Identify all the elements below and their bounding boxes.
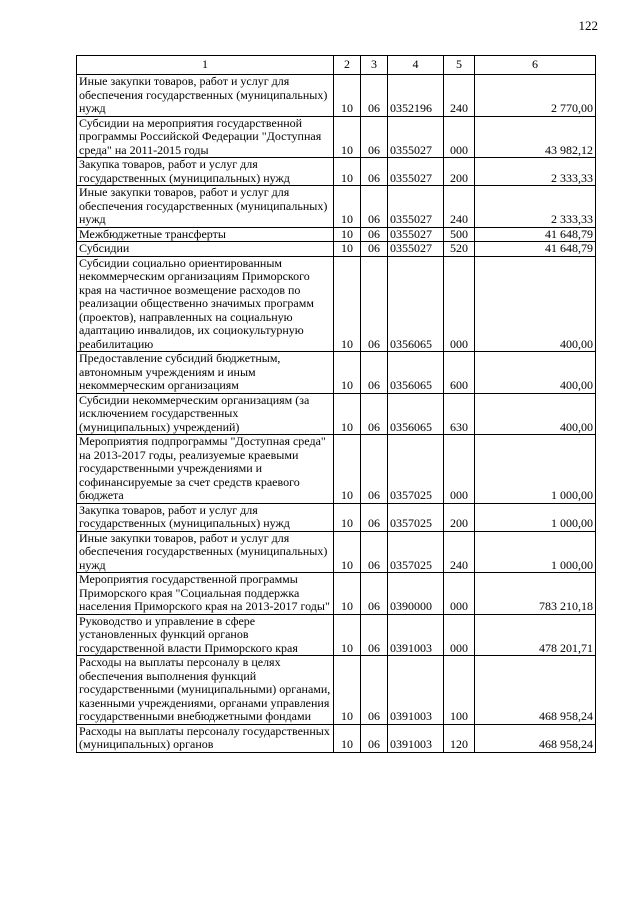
row-subsection: 06	[361, 352, 388, 394]
table-row	[77, 242, 596, 257]
row-section: 10	[334, 256, 361, 352]
table-row	[77, 186, 596, 228]
row-amount: 400,00	[475, 256, 596, 352]
row-amount: 43 982,12	[475, 116, 596, 158]
row-expense-type: 200	[444, 503, 475, 531]
row-expense-type: 000	[444, 614, 475, 656]
row-expense-type: 240	[444, 531, 475, 573]
row-section: 10	[334, 242, 361, 257]
row-amount: 41 648,79	[475, 242, 596, 257]
table-row	[77, 656, 596, 725]
table-row	[77, 614, 596, 656]
row-expense-type: 000	[444, 116, 475, 158]
table-row	[77, 158, 596, 186]
row-name: Субсидии на мероприятия государственной программы Российской Федерации "Доступная среда" на 2011-2015 годы	[77, 116, 334, 158]
row-expense-type: 520	[444, 242, 475, 257]
table-header-row	[77, 56, 596, 75]
row-amount: 1 000,00	[475, 503, 596, 531]
table-row	[77, 393, 596, 435]
table-row	[77, 503, 596, 531]
row-amount: 2 333,33	[475, 186, 596, 228]
row-expense-type: 240	[444, 186, 475, 228]
row-section: 10	[334, 531, 361, 573]
row-expense-type: 600	[444, 352, 475, 394]
row-subsection: 06	[361, 656, 388, 725]
row-section: 10	[334, 75, 361, 117]
row-expense-type: 500	[444, 227, 475, 242]
row-target-code: 0357025	[388, 503, 444, 531]
row-name: Субсидии	[77, 242, 334, 257]
row-target-code: 0352196	[388, 75, 444, 117]
table-row	[77, 435, 596, 504]
row-section: 10	[334, 503, 361, 531]
row-name: Иные закупки товаров, работ и услуг для обеспечения государственных (муниципальных) нужд	[77, 186, 334, 228]
table-row	[77, 531, 596, 573]
row-subsection: 06	[361, 158, 388, 186]
row-target-code: 0355027	[388, 158, 444, 186]
row-target-code: 0355027	[388, 186, 444, 228]
row-amount: 400,00	[475, 352, 596, 394]
table-row	[77, 256, 596, 352]
row-name: Межбюджетные трансферты	[77, 227, 334, 242]
column-header-2: 2	[334, 56, 361, 75]
row-section: 10	[334, 116, 361, 158]
row-expense-type: 630	[444, 393, 475, 435]
row-target-code: 0391003	[388, 724, 444, 752]
row-name: Расходы на выплаты персоналу государственных (муниципальных) органов	[77, 724, 334, 752]
row-amount: 2 333,33	[475, 158, 596, 186]
row-section: 10	[334, 186, 361, 228]
row-section: 10	[334, 227, 361, 242]
row-subsection: 06	[361, 724, 388, 752]
row-name: Расходы на выплаты персоналу в целях обеспечения выполнения функций государственными (муниципальными) органами, казенными учреждениями, органами управления государственными внебюджетными фондами	[77, 656, 334, 725]
column-header-6: 6	[475, 56, 596, 75]
row-name: Закупка товаров, работ и услуг для государственных (муниципальных) нужд	[77, 158, 334, 186]
row-amount: 400,00	[475, 393, 596, 435]
row-name: Руководство и управление в сфере установленных функций органов государственной власти Приморского края	[77, 614, 334, 656]
row-subsection: 06	[361, 435, 388, 504]
column-header-5: 5	[444, 56, 475, 75]
row-target-code: 0391003	[388, 614, 444, 656]
row-amount: 783 210,18	[475, 573, 596, 615]
budget-table	[76, 55, 596, 753]
row-expense-type: 200	[444, 158, 475, 186]
row-name: Мероприятия государственной программы Приморского края "Социальная поддержка населения Приморского края на 2013-2017 годы"	[77, 573, 334, 615]
row-expense-type: 240	[444, 75, 475, 117]
row-subsection: 06	[361, 614, 388, 656]
row-target-code: 0391003	[388, 656, 444, 725]
row-amount: 478 201,71	[475, 614, 596, 656]
row-subsection: 06	[361, 116, 388, 158]
row-expense-type: 120	[444, 724, 475, 752]
row-expense-type: 000	[444, 256, 475, 352]
table-row	[77, 573, 596, 615]
row-section: 10	[334, 435, 361, 504]
row-section: 10	[334, 158, 361, 186]
row-section: 10	[334, 352, 361, 394]
row-section: 10	[334, 614, 361, 656]
row-target-code: 0355027	[388, 242, 444, 257]
row-subsection: 06	[361, 186, 388, 228]
row-target-code: 0357025	[388, 531, 444, 573]
row-target-code: 0356065	[388, 393, 444, 435]
row-subsection: 06	[361, 531, 388, 573]
row-name: Мероприятия подпрограммы "Доступная среда" на 2013-2017 годы, реализуемые краевыми государственными учреждениями и софинансируемые за счет средств краевого бюджета	[77, 435, 334, 504]
table-row	[77, 75, 596, 117]
row-subsection: 06	[361, 256, 388, 352]
column-header-4: 4	[388, 56, 444, 75]
row-amount: 1 000,00	[475, 435, 596, 504]
column-header-3: 3	[361, 56, 388, 75]
row-section: 10	[334, 573, 361, 615]
table-row	[77, 724, 596, 752]
row-target-code: 0356065	[388, 352, 444, 394]
table-row	[77, 116, 596, 158]
row-target-code: 0355027	[388, 116, 444, 158]
row-subsection: 06	[361, 227, 388, 242]
row-expense-type: 100	[444, 656, 475, 725]
row-expense-type: 000	[444, 435, 475, 504]
row-name: Субсидии социально ориентированным некоммерческим организациям Приморского края на частичное возмещение расходов по реализации общественно значимых программ (проектов), направленных на социальную адаптацию инвалидов, их социокультурную реабилитацию	[77, 256, 334, 352]
row-subsection: 06	[361, 503, 388, 531]
row-target-code: 0355027	[388, 227, 444, 242]
row-target-code: 0356065	[388, 256, 444, 352]
row-amount: 41 648,79	[475, 227, 596, 242]
row-subsection: 06	[361, 75, 388, 117]
row-target-code: 0357025	[388, 435, 444, 504]
table-row	[77, 352, 596, 394]
page-number: 122	[578, 18, 598, 33]
row-name: Иные закупки товаров, работ и услуг для обеспечения государственных (муниципальных) нужд	[77, 531, 334, 573]
row-subsection: 06	[361, 573, 388, 615]
column-header-1: 1	[77, 56, 334, 75]
row-target-code: 0390000	[388, 573, 444, 615]
row-section: 10	[334, 393, 361, 435]
row-section: 10	[334, 724, 361, 752]
row-name: Предоставление субсидий бюджетным, автономным учреждениям и иным некоммерческим организациям	[77, 352, 334, 394]
row-name: Закупка товаров, работ и услуг для государственных (муниципальных) нужд	[77, 503, 334, 531]
row-amount: 468 958,24	[475, 656, 596, 725]
row-amount: 2 770,00	[475, 75, 596, 117]
row-section: 10	[334, 656, 361, 725]
row-subsection: 06	[361, 242, 388, 257]
row-expense-type: 000	[444, 573, 475, 615]
row-subsection: 06	[361, 393, 388, 435]
table-row	[77, 227, 596, 242]
row-amount: 1 000,00	[475, 531, 596, 573]
row-name: Иные закупки товаров, работ и услуг для обеспечения государственных (муниципальных) нужд	[77, 75, 334, 117]
row-name: Субсидии некоммерческим организациям (за исключением государственных (муниципальных) учреждений)	[77, 393, 334, 435]
row-amount: 468 958,24	[475, 724, 596, 752]
